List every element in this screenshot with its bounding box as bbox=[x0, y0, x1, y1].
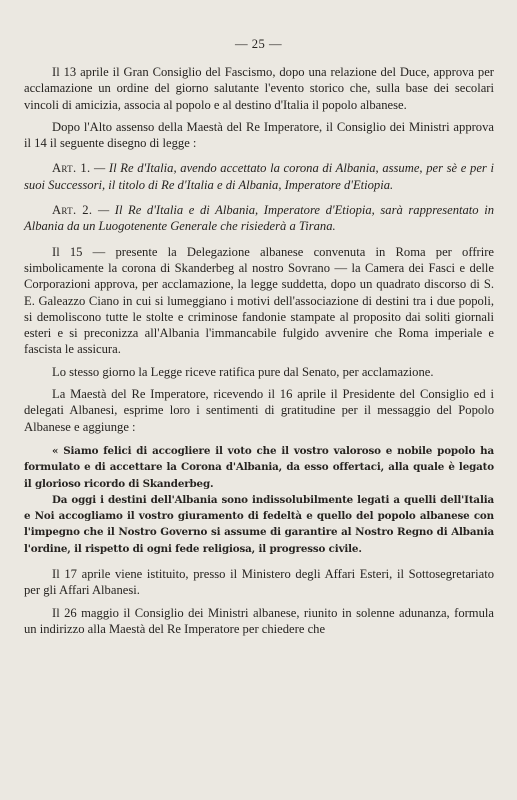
article-2-label: Art. 2. bbox=[52, 203, 93, 218]
paragraph-26-maggio: Il 26 maggio il Consiglio dei Ministri albanese, riunito in solenne adunanza, formula un indirizzo alla Maestà del Re Imperatore per chiedere che bbox=[24, 605, 494, 636]
paragraph-camera-fasci: Il 15 — presente la Delegazione albanese convenuta in Roma per offrire simbolicamente la corona di Skanderbeg al nostro Sovrano — la Camera dei Fasci e delle Corporazioni approva, per acclamazione, la legge suddetta, dopo un quadrato discorso di S. E. Galeazzo Ciano in cui si lumeggiano i motivi dell'associazione di destini tra i due popoli, si demoliscono tutte le stolte e criminose fandonie stampate al proposito dai soliti giornali esteri e si preconizza all'Albania l'immancabile fulgido avvenire che Roma imperiale e fascista le assicura. bbox=[24, 244, 494, 357]
article-2-text: — Il Re d'Italia e di Albania, Imperatore d'Etiopia, sarà rappresentato in Albania da un Luogotenente Generale che risiederà a Tirana. bbox=[24, 203, 494, 234]
article-1-text: — Il Re d'Italia, avendo accettato la corona di Albania, assume, per sè e per i suoi Successori, il titolo di Re d'Italia e di Albania, Imperatore d'Etiopia. bbox=[24, 161, 494, 192]
paragraph-senato: Lo stesso giorno la Legge riceve ratifica pure dal Senato, per acclamazione. bbox=[52, 364, 434, 379]
paragraph-gran-consiglio: Il 13 aprile il Gran Consiglio del Fascismo, dopo una relazione del Duce, approva per acclamazione un ordine del giorno salutante l'evento storico che, sulla base dei secolari vincoli di amicizia, associa al popolo e al destino d'Italia il popolo albanese. bbox=[24, 65, 494, 112]
royal-quote bbox=[24, 443, 494, 557]
page-number: — 25 — bbox=[234, 37, 283, 51]
quote-paragraph-2: Da oggi i destini dell'Albania sono indissolubilmente legati a quelli dell'Italia e Noi accogliamo il vostro giuramento di fedeltà e quello del popolo albanese con l'impegno che il Nostro Governo si assume di garantire al Nostro Regno di Albania l'ordine, il rispetto di ogni fede religiosa, il progresso civile. bbox=[24, 493, 494, 555]
paragraph-re-imperatore: La Maestà del Re Imperatore, ricevendo il 16 aprile il Presidente del Consiglio ed i delegati Albanesi, esprime loro i sentimenti di gratitudine per il messaggio del Popolo Albanese e aggiunge : bbox=[24, 387, 494, 434]
paragraph-consiglio-ministri: Dopo l'Alto assenso della Maestà del Re Imperatore, il Consiglio dei Ministri approva il 14 il seguente disegno di legge : bbox=[24, 119, 494, 151]
paragraph-sottosegretariato: Il 17 aprile viene istituito, presso il Ministero degli Affari Esteri, il Sottosegretariato per gli Affari Albanesi. bbox=[24, 567, 494, 598]
quote-paragraph-1: « Siamo felici di accogliere il voto che il vostro valoroso e nobile popolo ha formulato e di accettare la Corona d'Albania, da esso offertaci, alla quale è legato il glorioso ricordo di Skanderbeg. bbox=[24, 444, 494, 490]
article-1-label: Art. 1. bbox=[52, 161, 91, 176]
body-text bbox=[24, 64, 494, 637]
article-2 bbox=[24, 202, 494, 235]
article-1 bbox=[24, 160, 494, 193]
